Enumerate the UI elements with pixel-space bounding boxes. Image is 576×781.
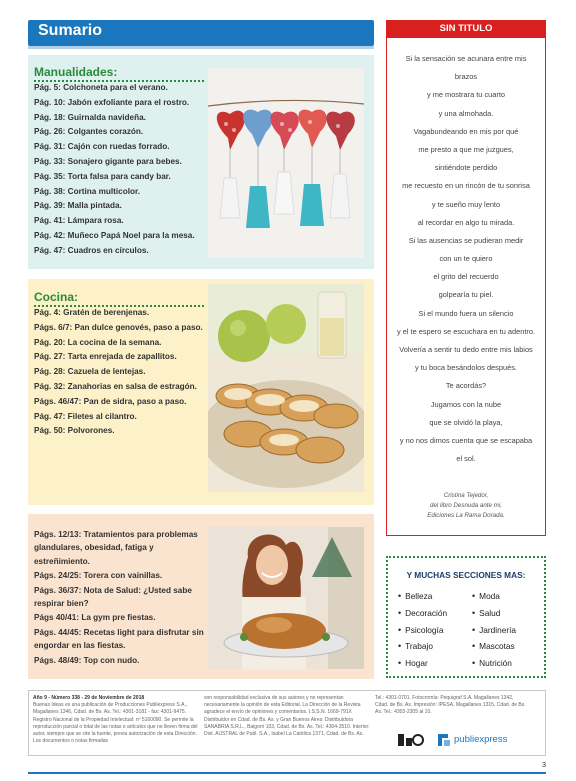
list-item: Pág. 5: Colchoneta para el verano. xyxy=(34,83,168,92)
list-item: Pág. 18: Guirnalda navideña. xyxy=(34,112,146,122)
more-sections-left xyxy=(398,588,447,672)
page-bottom-rule xyxy=(28,772,546,774)
woman-turkey-photo xyxy=(208,527,364,669)
cocina-list xyxy=(34,306,214,439)
poem-line: brazos xyxy=(454,72,478,82)
section-item: • Mascotas xyxy=(472,638,516,655)
poem-line: con un te quiero xyxy=(439,254,493,264)
section-item: • Salud xyxy=(472,605,516,622)
section-item: • Nutrición xyxy=(472,655,516,672)
list-item: Pág. 41: Lámpara rosa. xyxy=(34,216,124,226)
list-item: Pág. 4: Gratén de berenjenas. xyxy=(34,308,150,317)
more-sections-title: Y MUCHAS SECCIONES MAS: xyxy=(406,570,526,580)
list-item: Pág. 33: Sonajero gigante para bebes. xyxy=(34,156,182,166)
section-item: • Trabajo xyxy=(398,638,447,655)
poem-line: me presto a que me juzgues, xyxy=(418,144,514,154)
poem-line: y me mostrara tu cuarto xyxy=(426,90,506,100)
poem-header xyxy=(386,20,546,38)
list-item: Págs. 46/47: Pan de sidra, paso a paso. xyxy=(34,396,187,406)
poem-text xyxy=(387,50,545,468)
poem-box xyxy=(386,38,546,536)
list-item: Pág. 35: Torta falsa para candy bar. xyxy=(34,171,171,181)
poem-line: Vagabundeando en mis por qué xyxy=(413,126,519,136)
cider-bread-photo xyxy=(208,284,364,492)
list-item: Pág. 50: Polvorones. xyxy=(34,426,115,436)
poem-line: Te acordás? xyxy=(445,381,487,391)
publisher-emblem-icon xyxy=(396,730,424,748)
poem-line: y te sueño muy lento xyxy=(431,199,501,209)
poem-line: sintiéndote perdido xyxy=(434,163,498,173)
list-item: Pág. 47: Filetes al cilantro. xyxy=(34,411,137,421)
list-item: Pág. 39: Malla pintada. xyxy=(34,201,122,211)
list-item: Pág. 10: Jabón exfoliante para el rostro. xyxy=(34,97,190,107)
poem-line: Volvería a sentir tu dedo entre mis labios xyxy=(399,345,533,354)
poem-line: y una almohada. xyxy=(438,108,494,118)
poem-line: Si el mundo fuera un silencio xyxy=(418,308,514,318)
list-item: Pág. 38: Cortina multicolor. xyxy=(34,186,141,196)
poem-line: golpearía tu piel. xyxy=(438,290,494,300)
poem-line: me recuesto en un rincón de tu sonrisa xyxy=(402,181,530,191)
list-item: Pág. 28: Cazuela de lentejas. xyxy=(34,367,146,377)
manualidades-title: Manualidades: xyxy=(34,65,118,79)
list-item: Págs. 44/45: Recetas light para disfrutar sin engordar en las fiestas. xyxy=(34,627,204,651)
list-item: Págs. 48/49: Top con nudo. xyxy=(34,655,140,665)
imprint-text: Buenas Ideas es una publicación de Producciones Publiexpress S.A., Magallanes 1346, Cdad. de Bs. As. Tel.: 4301-3181 - fax: 4301-9475. Registro Nacional de la Propiedad Intelectual: nº 5160090. Se permite la reproducción parcial o total de las notas o artículos que no lleven firma del autor, siempre que se cite la fuente, previa autorización de esta Dirección. Los documentos o notas firmadas xyxy=(33,702,198,745)
section-header xyxy=(28,20,374,46)
section-item: • Jardinería xyxy=(472,622,516,639)
poem-line: Si las ausencias se pudieran medir xyxy=(408,235,524,245)
salud-list xyxy=(34,528,206,667)
imprint-text: son responsabilidad exclusiva de sus autores y no representan necesariamente la opinión de esta Editorial. La Dirección de la Revista agradece el envío de opiniones y comentarios. I.S.S.N. 1669-791X Distribuidor en Cdad. de Bs. As. y Gran Buenos Aires: Distribuidora SANABRIA S.R.L., Baigorri 103, Cdad. de Bs. As. Tel.: 4304-3510. Interior: Dist. AUSTRAL de Publ. S.A., Isabel La Católica 1371, Cdad. de Bs. As. xyxy=(204,695,370,738)
poem-line: y el te espero se escuchara en tu adentro. xyxy=(396,326,536,336)
imprint-text: Tel.: 4301-0701. Fotocromía: Pequigraf S.A. Magallanes 1342, Cdad. de Bs. As. Impresión: IPESA, Magallanes 1315, Cdad. de Bs. As. Tel.: 4303-2305 al 10. xyxy=(375,695,526,716)
imprint-col-3 xyxy=(375,695,527,717)
cocina-title: Cocina: xyxy=(34,290,79,304)
poem-line: que se olvidó la playa, xyxy=(429,417,503,427)
publiexpress-logo xyxy=(436,732,526,748)
list-item: Pág. 32: Zanahorias en salsa de estragón. xyxy=(34,381,197,391)
section-item: • Decoración xyxy=(398,605,447,622)
page-number: 3 xyxy=(541,760,546,769)
poem-line: el sol. xyxy=(456,454,476,464)
issue-line: Año 9 - Número 338 - 29 de Noviembre de 2018 xyxy=(33,695,145,701)
page-title: Sumario xyxy=(38,22,103,39)
list-item: Pág. 20: La cocina de la semana. xyxy=(34,337,162,347)
list-item: Pág. 26: Colgantes corazón. xyxy=(34,127,144,137)
poem-line: y no nos dimos cuenta que se escapaba xyxy=(399,435,533,445)
header-underline xyxy=(28,46,374,49)
list-item: Págs. 12/13: Tratamientos para problemas glandulares, obesidad, fatiga y estreñimiento. xyxy=(34,530,198,566)
section-item: • Hogar xyxy=(398,655,447,672)
hearts-garland-photo xyxy=(208,68,364,258)
poem-line: Jugamos con la nube xyxy=(430,399,502,409)
more-sections-box xyxy=(386,556,546,678)
poem-title: SIN TITULO xyxy=(439,23,493,34)
list-item: Pág. 31: Cajón con ruedas forrado. xyxy=(34,142,170,152)
list-item: Págs 40/41: La gym pre fiestas. xyxy=(34,613,156,623)
list-item: Pág. 42: Muñeco Papá Noel para la mesa. xyxy=(34,230,195,240)
list-item: Pág. 47: Cuadros en círculos. xyxy=(34,245,149,255)
manualidades-list xyxy=(34,81,214,259)
section-item: • Psicología xyxy=(398,622,447,639)
list-item: Págs. 6/7: Pan dulce genovés, paso a paso. xyxy=(34,322,203,332)
poem-line: y tu boca besándolos después. xyxy=(415,363,517,373)
section-item: • Moda xyxy=(472,588,516,605)
poem-line: el grito del recuerdo xyxy=(433,272,499,282)
poem-line: Si la sensación se acunara entre mis xyxy=(405,54,527,63)
credit-line: Cristina Tejedor, xyxy=(443,492,489,499)
logo-text: publiexpress xyxy=(454,734,508,745)
poem-line: al recordar en algo tu mirada. xyxy=(417,217,515,227)
imprint-col-1 xyxy=(33,695,199,745)
poem-credit xyxy=(387,491,545,521)
credit-line: Ediciones La Rama Dorada. xyxy=(427,512,505,519)
list-item: Págs. 36/37: Nota de Salud: ¿Usted sabe respirar bien? xyxy=(34,585,192,609)
more-sections-right xyxy=(472,588,516,672)
list-item: Pág. 27: Tarta enrejada de zapallitos. xyxy=(34,352,177,362)
list-item: Págs. 24/25: Torera con vainillas. xyxy=(34,571,163,581)
section-item: • Belleza xyxy=(398,588,447,605)
credit-line: del libro Desnuda ante mi, xyxy=(430,502,502,509)
imprint-col-2 xyxy=(204,695,370,738)
